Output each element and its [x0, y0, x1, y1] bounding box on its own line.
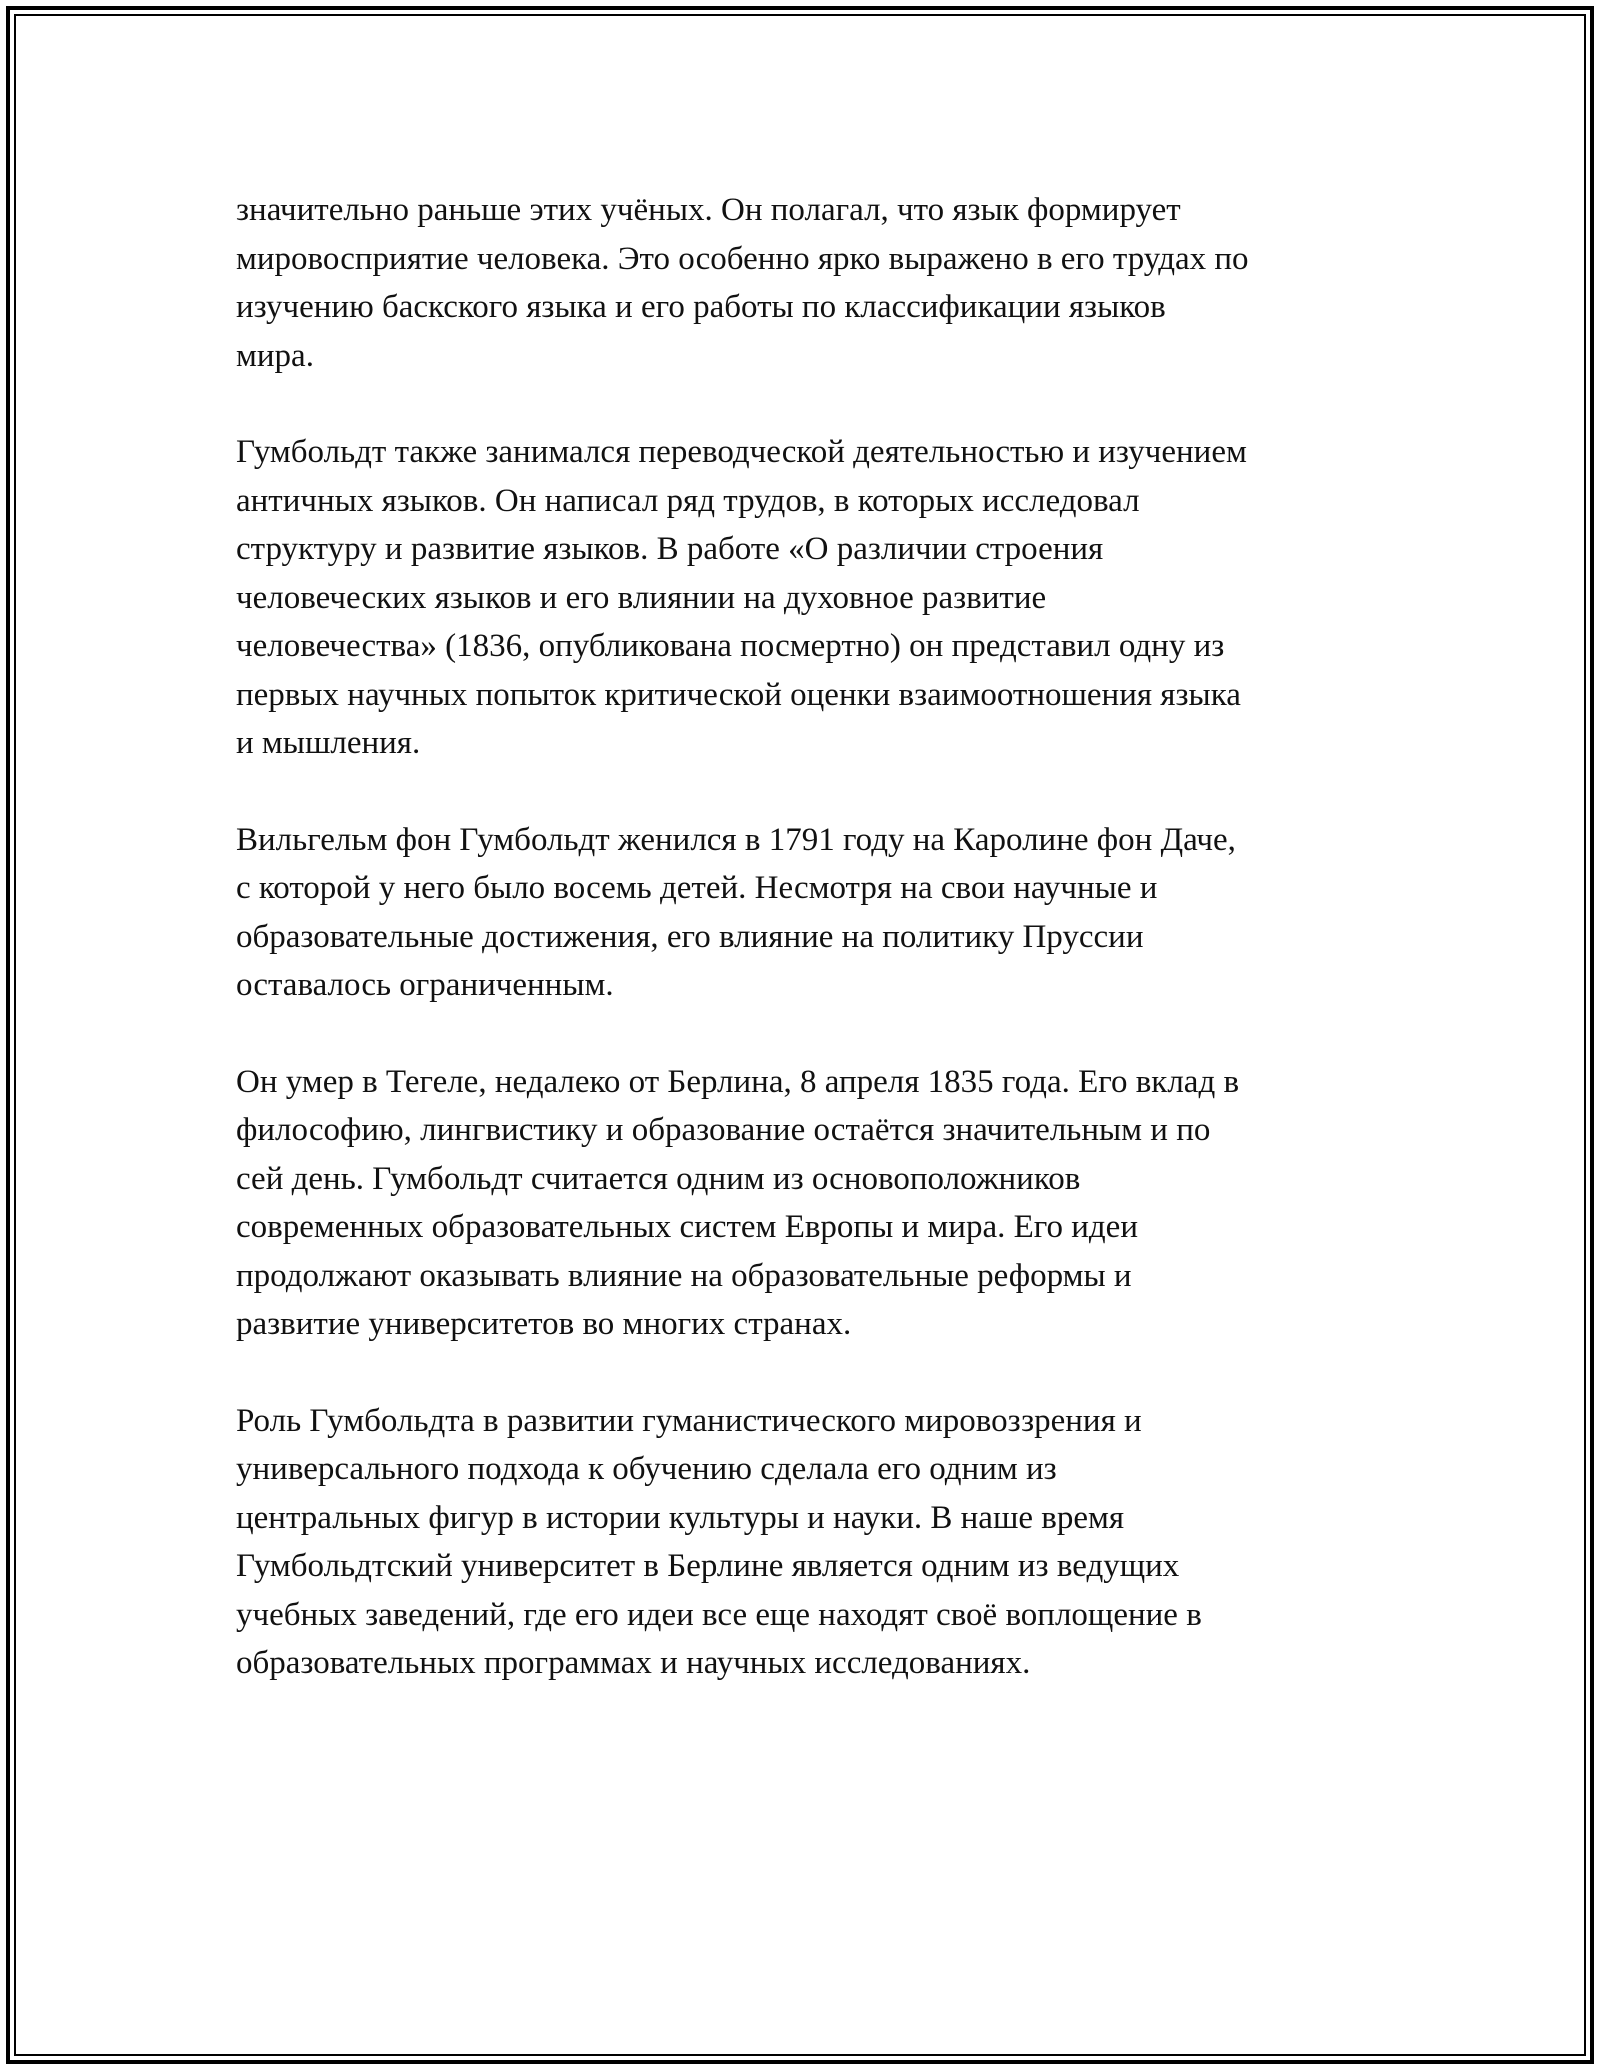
text-line: центральных фигур в истории культуры и науки. В наше время	[236, 1499, 1125, 1536]
text-line: Вильгельм фон Гумбольдт женился в 1791 году на Каролине фон Даче,	[236, 821, 1236, 858]
text-line: универсального подхода к обучению сделала его одним из	[236, 1451, 1057, 1487]
text-line: развитие университетов во многих странах.	[236, 1306, 852, 1342]
text-line: и мышления.	[236, 725, 421, 761]
text-line: мировосприятие человека. Это особенно ярко выражено в его трудах по	[236, 240, 1249, 277]
text-line: значительно раньше этих учёных. Он полагал, что язык формирует	[236, 192, 1181, 228]
text-line: Роль Гумбольдта в развитии гуманистического мировоззрения и	[236, 1402, 1142, 1439]
text-line: человечества» (1836, опубликована посмертно) он представил одну из	[236, 628, 1225, 664]
paragraph	[236, 1397, 1386, 1688]
text-line: Гумбольдт также занимался переводческой деятельностью и изучением	[236, 434, 1247, 470]
text-line: образовательные достижения, его влияние на политику Пруссии	[236, 918, 1144, 955]
text-line: сей день. Гумбольдт считается одним из основоположников	[236, 1160, 1081, 1197]
text-line: античных языков. Он написал ряд трудов, в которых исследовал	[236, 482, 1140, 519]
text-line: первых научных попыток критической оценки взаимоотношения языка	[236, 676, 1241, 713]
paragraph	[236, 816, 1386, 1010]
paragraph	[236, 428, 1386, 768]
document-body	[236, 186, 1386, 1688]
text-line: образовательных программах и научных исследованиях.	[236, 1645, 1031, 1681]
text-line: оставалось ограниченным.	[236, 967, 614, 1003]
paragraph	[236, 1058, 1386, 1349]
text-line: учебных заведений, где его идеи все еще находят своё воплощение в	[236, 1596, 1202, 1633]
text-line: изучению баскского языка и его работы по классификации языков	[236, 289, 1166, 325]
paragraph	[236, 186, 1386, 380]
text-line: структуру и развитие языков. В работе «О различии строения	[236, 531, 1104, 567]
text-line: философию, лингвистику и образование остаётся значительным и по	[236, 1112, 1211, 1148]
text-line: Гумбольдтский университет в Берлине является одним из ведущих	[236, 1548, 1180, 1584]
text-line: мира.	[236, 337, 314, 374]
text-line: человеческих языков и его влиянии на духовное развитие	[236, 579, 1047, 616]
text-line: продолжают оказывать влияние на образовательные реформы и	[236, 1257, 1132, 1294]
text-line: с которой у него было восемь детей. Несмотря на свои научные и	[236, 870, 1158, 906]
text-line: Он умер в Тегеле, недалеко от Берлина, 8 апреля 1835 года. Его вклад в	[236, 1063, 1240, 1100]
text-line: современных образовательных систем Европы и мира. Его идеи	[236, 1209, 1138, 1245]
